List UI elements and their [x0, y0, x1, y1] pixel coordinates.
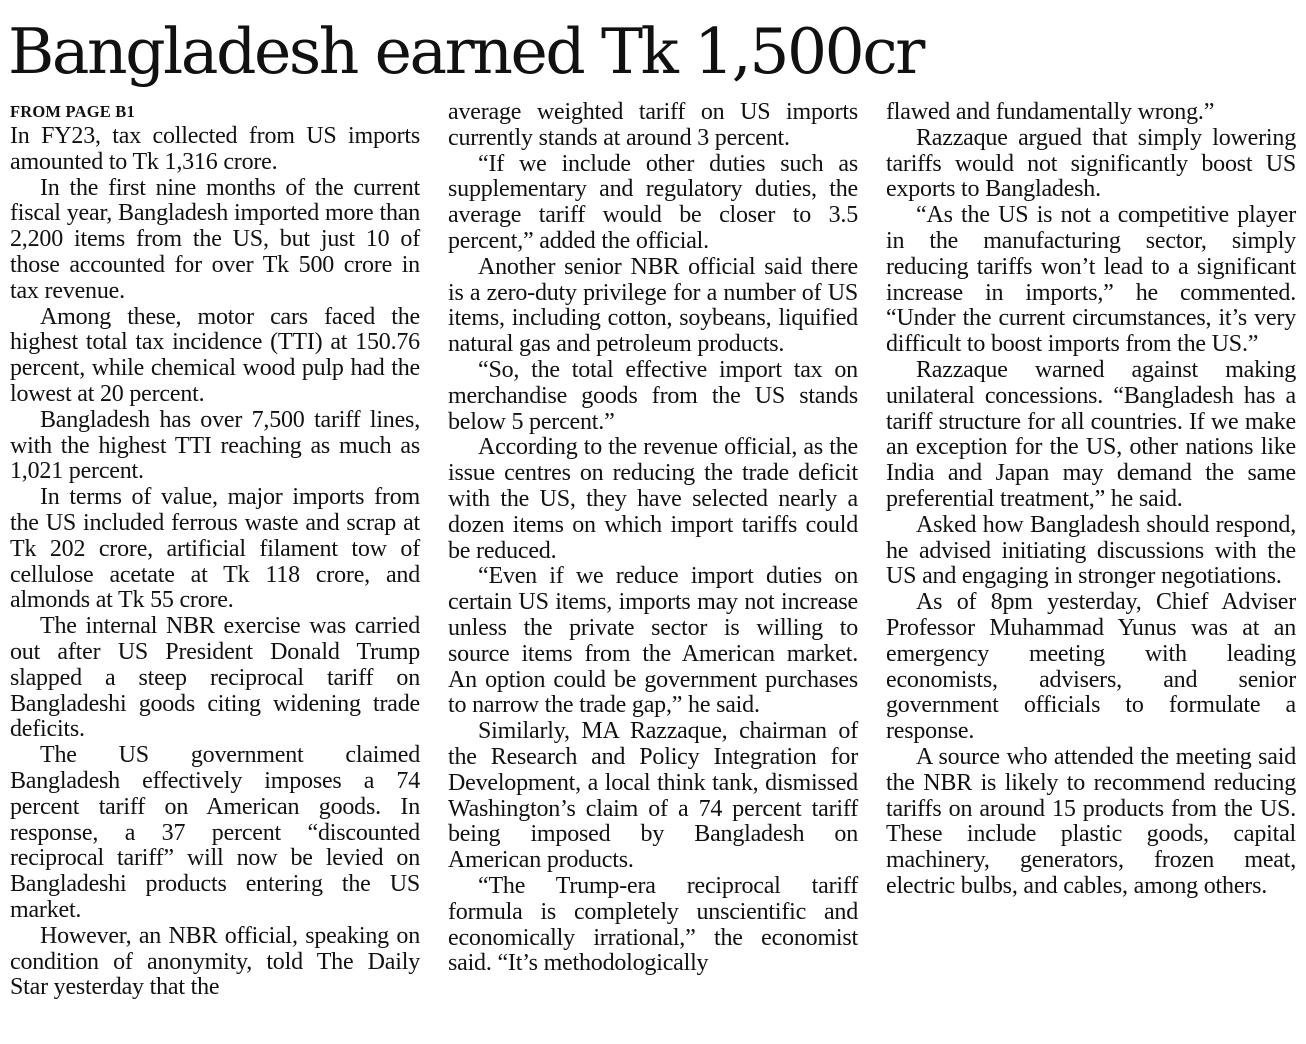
paragraph: Bangladesh has over 7,500 tariff lines, with the highest TTI reaching as much as 1,021 percent. [10, 406, 420, 485]
paragraph: However, an NBR official, speaking on condition of anonymity, told The Daily Star yesterday that the [10, 922, 420, 1001]
paragraph: Similarly, MA Razzaque, chairman of the Research and Policy Integration for Development, a local think tank, dismissed Washington’s claim of a 74 percent tariff being imposed by Bangladesh on American products. [448, 718, 858, 874]
paragraph: “So, the total effective import tax on merchandise goods from the US stands below 5 percent.” [448, 356, 858, 435]
paragraph: Asked how Bangladesh should respond, he advised initiating discussions with the US and engaging in stronger negotiations. [886, 511, 1296, 590]
paragraph: flawed and fundamentally wrong.” [886, 99, 1215, 125]
paragraph: Among these, motor cars faced the highest total tax incidence (TTI) at 150.76 percent, while chemical wood pulp had the lowest at 20 percent. [10, 303, 420, 407]
paragraph: As of 8pm yesterday, Chief Adviser Professor Muhammad Yunus was at an emergency meeting with leading economists, advisers, and senior government officials to formulate a response. [886, 589, 1296, 745]
paragraph: The US government claimed Bangladesh effectively imposes a 74 percent tariff on American goods. In response, a 37 percent “discounted reciprocal tariff” will now be levied on Bangladeshi products entering the US market. [10, 742, 420, 923]
paragraph: A source who attended the meeting said the NBR is likely to recommend reducing tariffs on around 15 products from the US. These include plastic goods, capital machinery, generators, frozen meat, electric bulbs, and cables, among others. [886, 743, 1296, 899]
paragraph: According to the revenue official, as the issue centres on reducing the trade deficit with the US, they have selected nearly a dozen items on which import tariffs could be reduced. [448, 434, 858, 564]
paragraph: average weighted tariff on US imports currently stands at around 3 percent. [448, 99, 858, 151]
paragraph: In FY23, tax collected from US imports amounted to Tk 1,316 crore. [10, 123, 420, 175]
paragraph: Another senior NBR official said there is a zero-duty privilege for a number of US items, including cotton, soybeans, liquified natural gas and petroleum products. [448, 253, 858, 358]
article-column-2 [448, 100, 858, 977]
paragraph: “Even if we reduce import duties on certain US items, imports may not increase unless the private sector is willing to source items from the American market. An option could be government purchases to narrow the trade gap,” he said. [448, 563, 858, 719]
paragraph: The internal NBR exercise was carried out after US President Donald Trump slapped a steep reciprocal tariff on Bangladeshi goods citing widening trade deficits. [10, 613, 420, 743]
headline: Bangladesh earned Tk 1,500cr [8, 15, 923, 88]
paragraph: Razzaque argued that simply lowering tariffs would not significantly boost US exports to Bangladesh. [886, 124, 1296, 203]
kicker: FROM PAGE B1 [10, 102, 135, 121]
paragraph: “The Trump-era reciprocal tariff formula is completely unscientific and economically irrational,” the economist said. “It’s methodologically [448, 872, 858, 977]
paragraph: “If we include other duties such as supplementary and regulatory duties, the average tariff would be closer to 3.5 percent,” added the official. [448, 150, 858, 254]
article-column-1 [10, 100, 420, 1001]
paragraph: In the first nine months of the current fiscal year, Bangladesh imported more than 2,200 items from the US, but just 10 of those accounted for over Tk 500 crore in tax revenue. [10, 174, 420, 304]
paragraph: “As the US is not a competitive player in the manufacturing sector, simply reducing tariffs won’t lead to a significant increase in imports,” he commented. “Under the current circumstances, it’s very difficult to boost imports from the US.” [886, 202, 1296, 358]
paragraph: In terms of value, major imports from the US included ferrous waste and scrap at Tk 202 crore, artificial filament tow of cellulose acetate at Tk 118 crore, and almonds at Tk 55 crore. [10, 484, 420, 614]
article-column-3 [886, 100, 1296, 900]
paragraph: Razzaque warned against making unilateral concessions. “Bangladesh has a tariff structure for all countries. If we make an exception for the US, other nations like India and Japan may demand the same preferential treatment,” he said. [886, 356, 1296, 512]
